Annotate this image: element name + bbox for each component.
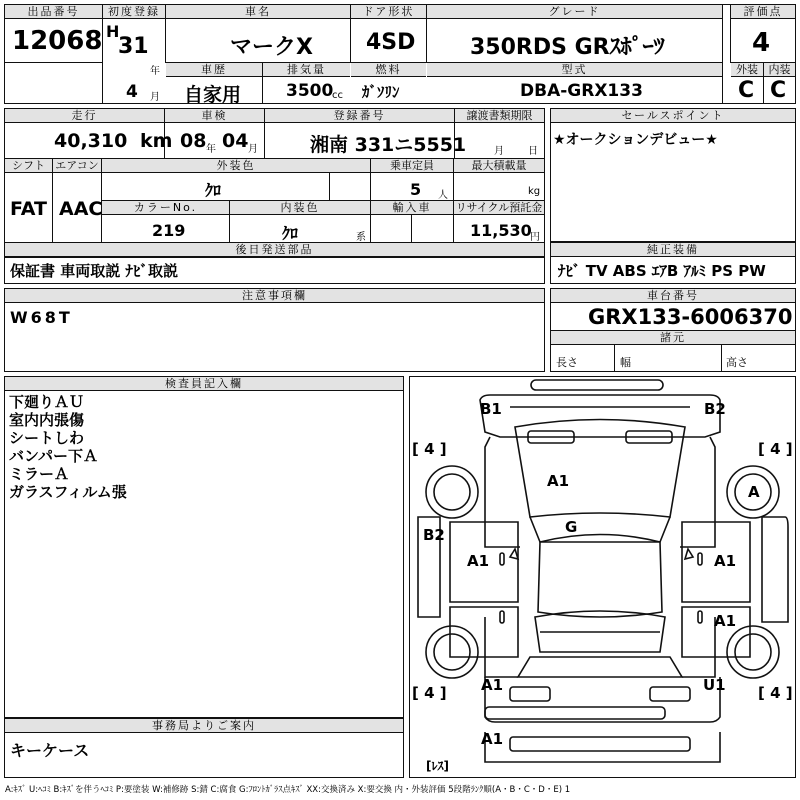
- recycle-value: 11,530: [470, 221, 532, 240]
- mark-hood: A1: [547, 472, 570, 490]
- history-label: 車歴: [166, 63, 262, 77]
- mark-rear-bumper: A1: [481, 730, 504, 748]
- model-type: DBA-GRX133: [520, 81, 643, 101]
- spec-height: 高さ: [726, 356, 748, 369]
- tire-front-right: [ 4 ]: [758, 440, 793, 458]
- door-label: ドア形状: [351, 5, 426, 19]
- inspection-label: 車検: [165, 109, 264, 123]
- notes-label: 注意事項欄: [5, 289, 544, 303]
- later-parts-label: 後日発送部品: [5, 243, 544, 257]
- spec-width: 幅: [620, 356, 631, 369]
- lot-label: 出品番号: [5, 5, 102, 19]
- fuel-label: 燃料: [351, 63, 426, 77]
- score-label: 評価点: [731, 5, 795, 19]
- inspection-year: 08: [180, 130, 207, 152]
- cc-unit: cc: [332, 90, 343, 101]
- equipment-label: 純正装備: [551, 243, 795, 257]
- int-grade-label: 内装: [764, 63, 795, 77]
- mark-trunk-left: A1: [481, 676, 504, 694]
- shift-label: シフト: [5, 159, 52, 173]
- reg-year: 31: [118, 34, 149, 59]
- score-value: 4: [752, 28, 771, 58]
- sales-point-text: ★オークションデビュー★: [553, 132, 718, 148]
- deadline-label: 譲渡書類期限: [455, 109, 544, 123]
- inspection-month: 04: [222, 130, 249, 152]
- later-parts-text: 保証書 車両取説 ﾅﾋﾞ取説: [10, 262, 178, 280]
- inspection-year-unit: 年: [206, 144, 216, 155]
- type-label: 型式: [427, 63, 722, 77]
- plate-number: 湘南 331ニ5551: [310, 134, 467, 156]
- plate-label: 登録番号: [265, 109, 454, 123]
- grade-label: グレード: [427, 5, 722, 19]
- reg-month-unit: 月: [150, 92, 160, 103]
- capacity-value: 5: [410, 180, 422, 199]
- inspector-label: 検査員記入欄: [5, 377, 403, 391]
- mark-roof: G: [565, 518, 578, 536]
- deadline-month: 月: [494, 146, 504, 157]
- color-value: ｸﾛ: [205, 181, 222, 200]
- inspector-line: ミラーＡ: [9, 465, 70, 483]
- notes-text: W68T: [10, 308, 73, 327]
- displacement-label: 排気量: [263, 63, 350, 77]
- model-label: 車名: [166, 5, 350, 19]
- later-parts-block: [4, 242, 545, 284]
- office-label: 事務局よりご案内: [5, 719, 403, 733]
- lot-number: 12068: [12, 26, 103, 56]
- inspector-line: バンパー下Ａ: [9, 447, 98, 465]
- import-label: 輸入車: [371, 201, 453, 215]
- mark-b2-side: B2: [423, 526, 445, 544]
- grade-value: 350RDS GRｽﾎﾟｰﾂ: [470, 35, 665, 60]
- equipment-text: ﾅﾋﾞ TV ABS ｴｱB ｱﾙﾐ PS PW: [558, 262, 766, 280]
- model-name: マークX: [230, 35, 313, 60]
- deadline-day: 日: [528, 146, 538, 157]
- mark-b1: B1: [480, 400, 502, 418]
- recycle-unit: 円: [530, 232, 540, 243]
- car-outline-diagram: [410, 377, 795, 777]
- tire-rear-left: [ 4 ]: [412, 684, 447, 702]
- capacity-label: 乗車定員: [371, 159, 453, 173]
- fuel-value: ｶﾞｿﾘﾝ: [362, 83, 400, 101]
- inspector-line: 下廻りＡＵ: [9, 393, 85, 411]
- load-label: 最大積載量: [454, 159, 544, 173]
- color-label: 外装色: [102, 159, 370, 173]
- mileage-label: 走行: [5, 109, 164, 123]
- displacement-value: 3500: [286, 81, 334, 101]
- inspector-line: 室内内張傷: [9, 411, 85, 429]
- office-text: キーケース: [10, 741, 90, 760]
- interior-color-unit: 系: [356, 232, 366, 243]
- reg-month: 4: [126, 82, 138, 102]
- recycle-label: リサイクル預託金: [455, 201, 543, 214]
- capacity-unit: 人: [438, 190, 448, 201]
- legend-text: A:ｷｽﾞ U:ﾍｺﾐ B:ｷｽﾞを伴うﾍｺﾐ P:要塗装 W:補修跡 S:錆 C:腐食 G:ﾌﾛﾝﾄｶﾞﾗｽ点ｷｽﾞ XX:交換済み X:要交換 内・外装評価 5段階ﾗﾝｸ順(A・B・C・D・E) 1: [5, 785, 571, 795]
- inspector-line: シートしわ: [9, 429, 85, 447]
- inspector-line: ガラスフィルム張: [9, 483, 127, 501]
- color-number: 219: [152, 221, 186, 240]
- int-grade: C: [770, 78, 787, 103]
- mark-b2: B2: [704, 400, 726, 418]
- ac-label: エアコン: [53, 159, 101, 173]
- ext-grade: C: [738, 78, 755, 103]
- tire-front-left: [ 4 ]: [412, 440, 447, 458]
- mark-less: [ﾚｽ]: [426, 759, 449, 773]
- mark-wheel-a: A: [748, 483, 760, 501]
- spec-length: 長さ: [556, 356, 578, 369]
- ext-grade-label: 外装: [731, 63, 763, 77]
- first-reg-label: 初度登録: [103, 5, 165, 19]
- chassis-number: GRX133-6006370: [588, 305, 793, 329]
- mark-left-front-door: A1: [467, 552, 490, 570]
- mark-right-front-door: A1: [714, 552, 737, 570]
- mileage-unit: km: [140, 130, 173, 152]
- inspection-month-unit: 月: [248, 144, 258, 155]
- load-unit: kg: [528, 186, 541, 197]
- ac-value: AAC: [59, 198, 103, 220]
- mark-right-rear-door: A1: [714, 612, 737, 630]
- shift-value: FAT: [10, 198, 47, 220]
- door-type: 4SD: [366, 30, 416, 55]
- mark-trunk-right: U1: [703, 676, 726, 694]
- mileage-value: 40,310: [54, 130, 128, 152]
- car-history: 自家用: [184, 84, 242, 106]
- tire-rear-right: [ 4 ]: [758, 684, 793, 702]
- era-letter: H: [106, 22, 120, 41]
- color-no-label: カラーNo.: [102, 201, 229, 215]
- interior-color-value: ｸﾛ: [282, 224, 299, 243]
- interior-color-label: 内装色: [230, 201, 370, 215]
- reg-year-unit: 年: [150, 66, 160, 77]
- inspector-lines: [9, 393, 127, 501]
- sales-point-label: セールスポイント: [551, 109, 795, 123]
- chassis-label: 車台番号: [551, 289, 795, 303]
- spec-label: 諸元: [551, 331, 795, 345]
